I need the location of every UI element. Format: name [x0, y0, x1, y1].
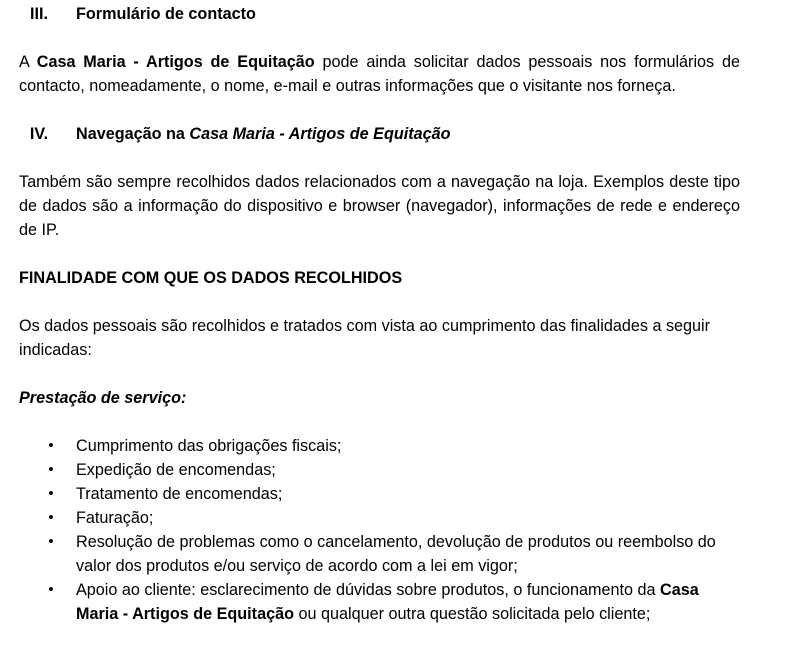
paragraph-navigation: Também são sempre recolhidos dados relacionados com a navegação na loja. Exemplos deste tipo de dados são a informação do dispositivo e browser (navegador), informações de rede e endereço de IP.: [19, 173, 740, 239]
section-heading-contact-form: [19, 2, 740, 26]
document-page: [19, 2, 740, 626]
section-heading-navigation: [19, 122, 740, 146]
list-item: [19, 434, 740, 458]
list-item: [19, 578, 740, 626]
list-item: [19, 506, 740, 530]
section-title: [76, 122, 451, 146]
paragraph-text: pode ainda solicitar dados pessoais nos formulários de contacto, nomeadamente, o nome, e-mail e outras informações que o visitante nos forneça.: [19, 53, 740, 95]
purpose-heading-text: FINALIDADE COM QUE OS DADOS RECOLHIDOS: [19, 269, 403, 287]
brand-name: Casa Maria - Artigos de Equitação: [36, 53, 315, 71]
bullet-icon: •: [48, 461, 54, 478]
service-heading-text: Prestação de serviço:: [19, 389, 187, 407]
bullet-icon: •: [48, 485, 54, 502]
list-item: [19, 458, 740, 482]
section-number: III.: [30, 5, 48, 23]
list-item-text: Tratamento de encomendas;: [76, 485, 283, 503]
section-number: IV.: [29, 125, 49, 143]
list-item-text: Resolução de problemas como o cancelamento, devolução de produtos ou reembolso do valor dos produtos e/ou serviço de acordo com a lei em vigor;: [76, 533, 716, 575]
list-item-text: Apoio ao cliente: esclarecimento de dúvidas sobre produtos, o funcionamento da: [76, 581, 661, 599]
bullet-icon: •: [48, 509, 54, 526]
bullet-icon: •: [48, 533, 54, 550]
section-title-prefix: Navegação na: [76, 125, 190, 143]
purpose-heading: [19, 266, 740, 290]
bullet-icon: •: [48, 581, 54, 598]
paragraph-text: A: [19, 53, 37, 71]
list-item: [19, 482, 740, 506]
section-title: Formulário de contacto: [76, 5, 256, 23]
list-item-text: Cumprimento das obrigações fiscais;: [76, 437, 342, 455]
service-heading: [19, 386, 740, 410]
paragraph-contact-form: [19, 50, 740, 98]
paragraph-purpose: Os dados pessoais são recolhidos e tratados com vista ao cumprimento das finalidades a seguir indicadas:: [19, 317, 711, 359]
brand-name: Casa Maria - Artigos de Equitação: [76, 581, 699, 623]
list-item: [19, 530, 740, 578]
brand-name: Casa Maria - Artigos de Equitação: [189, 125, 451, 143]
list-item-text: Faturação;: [76, 509, 154, 527]
service-list: [19, 434, 740, 626]
bullet-icon: •: [48, 437, 54, 454]
list-item-text: Expedição de encomendas;: [76, 461, 276, 479]
list-item-text: ou qualquer outra questão solicitada pelo cliente;: [293, 605, 651, 623]
